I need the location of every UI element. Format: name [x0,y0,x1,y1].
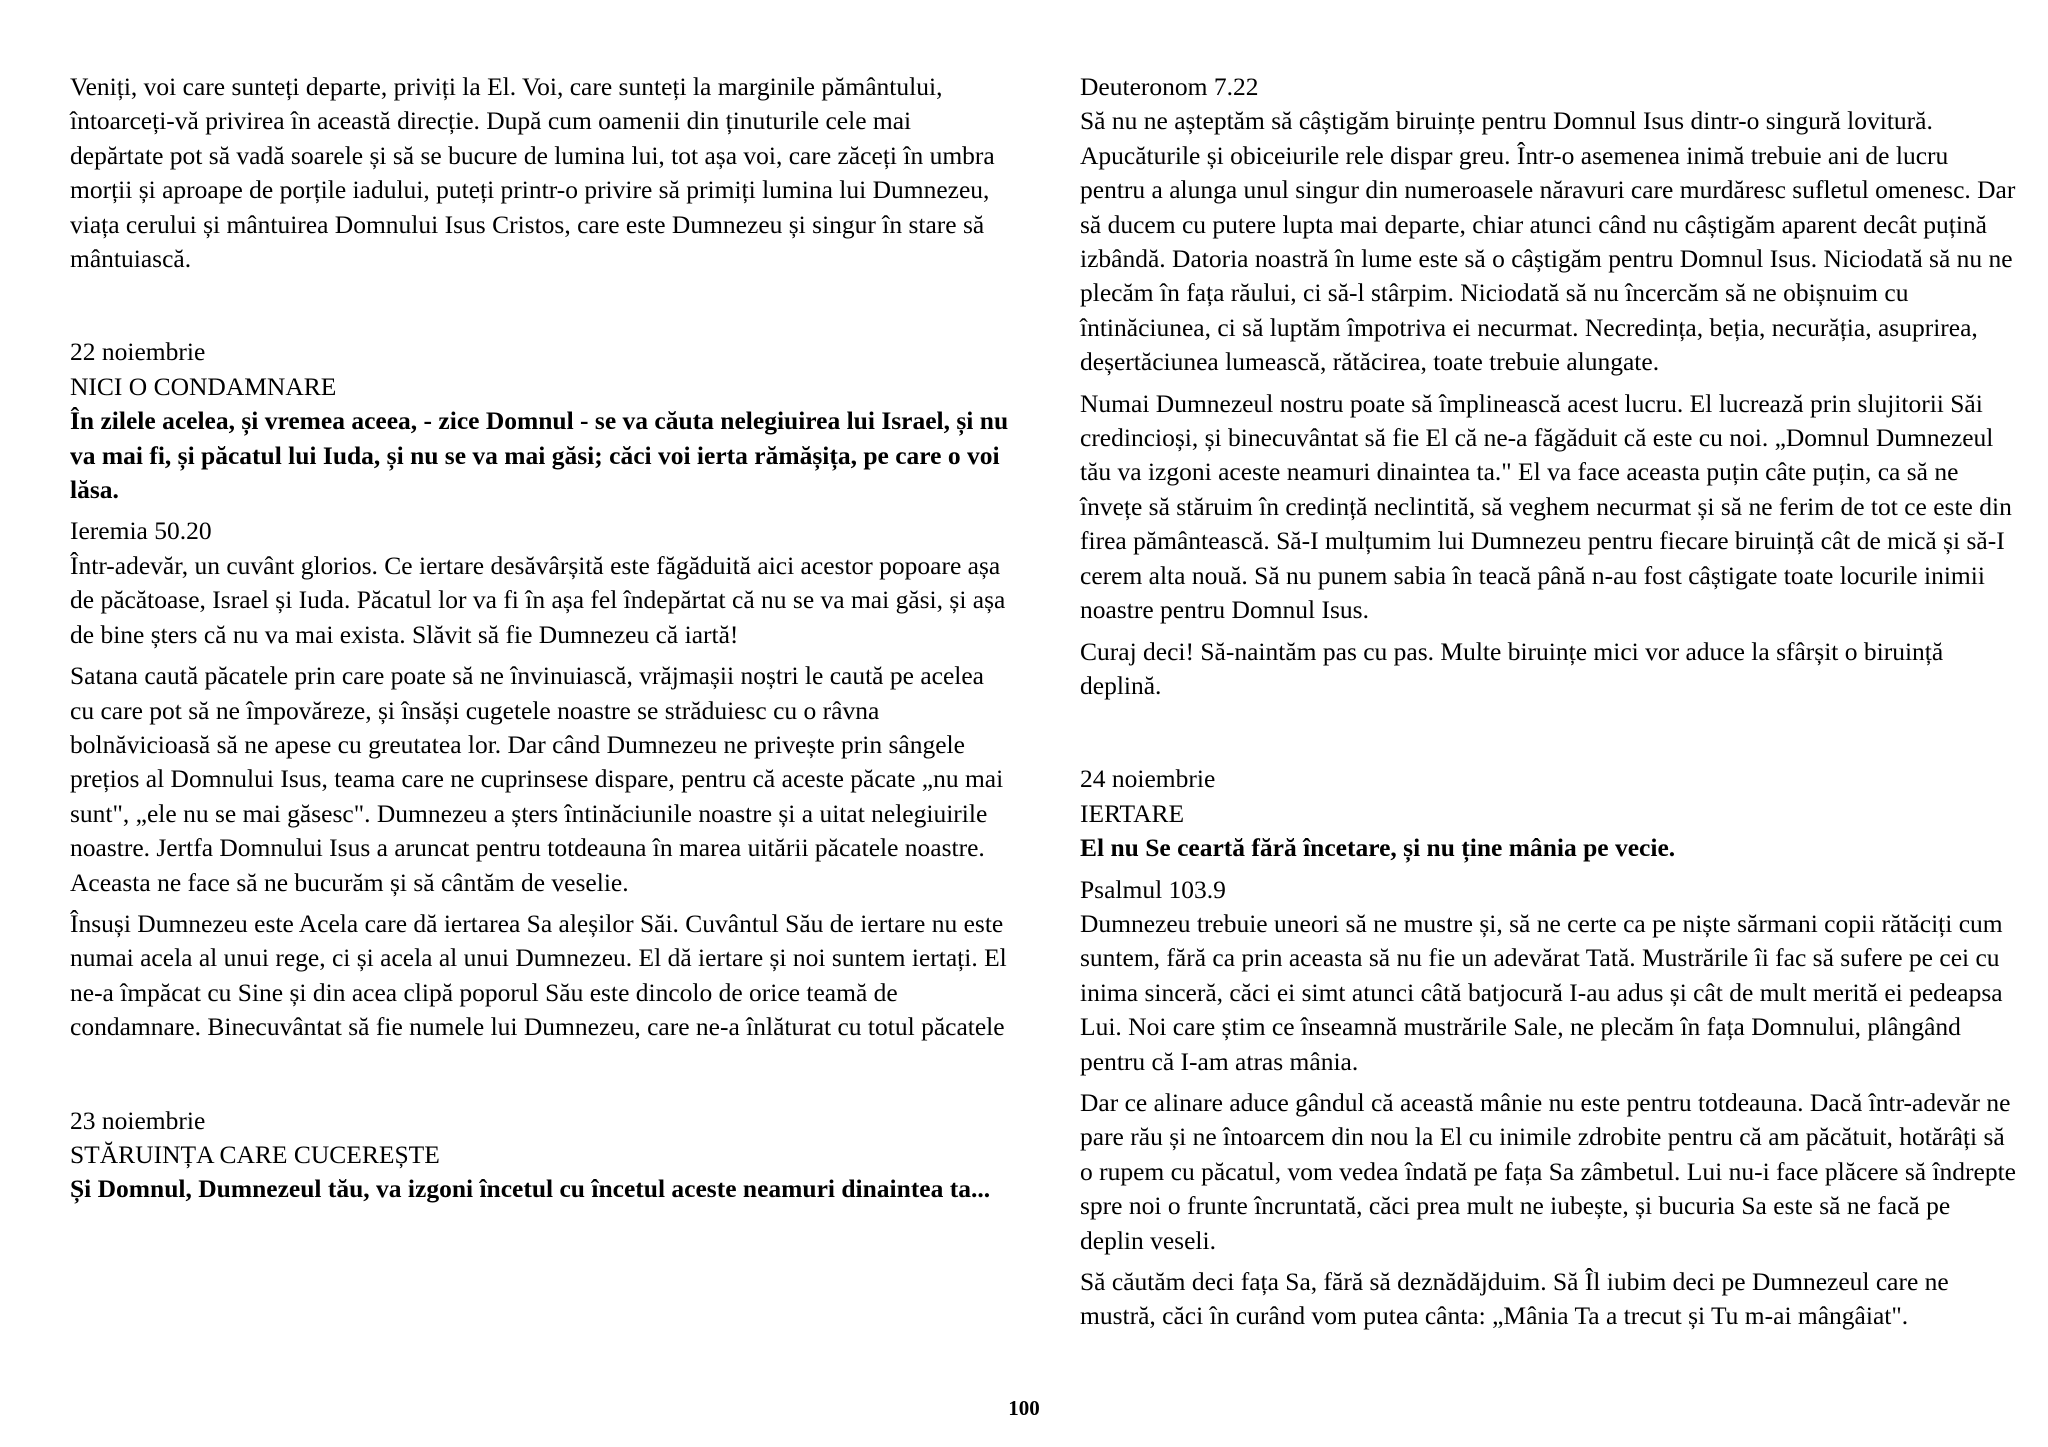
body-paragraph: Curaj deci! Să-naintăm pas cu pas. Multe biruințe mici vor aduce la sfârșit o biruință deplină. [1080,636,1944,700]
entry-date: 24 noiembrie [1080,764,1216,794]
body-paragraph: Să nu ne așteptăm să câștigăm biruințe pentru Domnul Isus dintr-o singură lovitură. Apucăturile și obiceiurile rele dispar greu. Într-o asemenea inimă trebuie ani de lucru pentru a alunga unul singur din numeroasele năravuri care murdăresc sufletul omenesc. Dar să ducem cu putere lupta mai departe, chiar atunci când nu câștigăm aparent decât puțină izbândă. Datoria noastră în lume este să o câștigăm pentru Domnul Isus. Niciodată să nu ne plecăm în fața răului, ci să-l stârpim. Niciodată să nu încercăm să ne obișnuim cu întinăciunea, ci să luptăm împotriva ei necurmat. Necredința, beția, necurăția, asuprirea, deșertăciunea lumească, rătăcirea, toate trebuie alungate. [1080,106,2016,377]
section-gap [70,283,1010,335]
entry-title: NICI O CONDAMNARE [70,371,337,401]
body-paragraph: Numai Dumnezeul nostru poate să împlinească acest lucru. El lucrează prin slujitorii Săi credincioși, și binecuvântat să fie El că ne-a făgăduit că este cu noi. „Domnul Dumnezeul tău va izgoni aceste neamuri dinaintea ta." El va face aceasta puțin câte puțin, ca să ne învețe să stăruim în credință neclintită, să veghem necurmat și să ne ferim de tot ce este din firea pământească. Să-I mulțumim lui Dumnezeu pentru fiecare biruință cât de mică și să-I cerem alta nouă. Să nu punem sabia în teacă până n-au fost câștigate toate locurile inimii noastre pentru Domnul Isus. [1080,388,2012,625]
section-gap [70,1052,1010,1104]
section-gap [1080,710,2018,762]
page-number: 100 [1008,1396,1040,1420]
entry-title: IERTARE [1080,798,1185,828]
body-paragraph: Dumnezeu trebuie uneori să ne mustre și, să ne certe ca pe niște sărmani copii rătăciți cum suntem, fără ca prin aceasta să nu fie un adevărat Tată. Mustrările îi fac să sufere pe cei cu inima sinceră, căci ei simt atunci câtă batjocură I-au adus și cât de mult merită ei pedeapsa Lui. Noi care știm ce înseamnă mustrările Sale, ne plecăm în fața Domnului, plângând pentru că I-am atras mânia. [1080,908,2003,1076]
body-paragraph: Să căutăm deci fața Sa, fără să deznădăjduim. Să Îl iubim deci pe Dumnezeul care ne mustră, căci în curând vom putea cânta: „Mânia Ta a trecut și Tu m-ai mângâiat". [1080,1267,1949,1331]
entry-verse: Și Domnul, Dumnezeul tău, va izgoni încetul cu încetul aceste neamuri dinaintea ta... [70,1174,991,1204]
entry-reference: Ieremia 50.20 [70,516,212,546]
left-column [70,70,1010,1214]
entry-verse: În zilele acelea, și vremea aceea, - zice Domnul - se va căuta nelegiuirea lui Israel, și nu va mai fi, și păcatul lui Iuda, și nu se va mai găsi; căci voi ierta rămășița, pe care o voi lăsa. [70,406,1009,505]
entry-date: 23 noiembrie [70,1105,206,1135]
entry-verse: El nu Se ceartă fără încetare, și nu ține mânia pe vecie. [1080,833,1676,863]
intro-paragraph: Veniți, voi care sunteți departe, priviți la El. Voi, care sunteți la marginile pământului, întoarceți-vă privirea în această direcție. După cum oamenii din ținuturile cele mai depărtate pot să vadă soarele și să se bucure de lumina lui, tot așa voi, care zăceți în umbra morții și aproape de porțile iadului, puteți printr-o privire să primiți lumina lui Dumnezeu, viața cerului și mântuirea Domnului Isus Cristos, care este Dumnezeu și singur în stare să mântuiască. [70,72,995,274]
body-paragraph: Însuși Dumnezeu este Acela care dă iertarea Sa aleșilor Săi. Cuvântul Său de iertare nu este numai acela al unui rege, ci și acela al unui Dumnezeu. El dă iertare și noi suntem iertați. El ne-a împăcat cu Sine și din acea clipă poporul Său este dincolo de orice teamă de condamnare. Binecuvântat să fie numele lui Dumnezeu, care ne-a înlăturat cu totul păcatele [70,908,1007,1042]
body-paragraph: Dar ce alinare aduce gândul că această mânie nu este pentru totdeauna. Dacă într-adevăr ne pare rău și ne întoarcem din nou la El cu inimile zdrobite pentru că am păcătuit, hotărâți să o rupem cu păcatul, vom vedea îndată pe fața Sa zâmbetul. Lui nu-i face plăcere să îndrepte spre noi o frunte încruntată, căci prea mult ne iubește, și bucuria Sa este să ne facă pe deplin veseli. [1080,1087,2016,1255]
entry-reference: Psalmul 103.9 [1080,874,1226,904]
entry-date: 22 noiembrie [70,337,206,367]
entry-reference: Deuteronom 7.22 [1080,72,1259,101]
body-paragraph: Într-adevăr, un cuvânt glorios. Ce iertare desăvârșită este făgăduită aici acestor popoare așa de păcătoase, Israel și Iuda. Păcatul lor va fi în așa fel îndepărtat că nu se va mai găsi, și așa de bine șters că nu va mai exista. Slăvit să fie Dumnezeu că iartă! [70,550,1006,649]
entry-title: STĂRUINȚA CARE CUCEREȘTE [70,1139,440,1169]
right-column [1080,70,2018,1341]
body-paragraph: Satana caută păcatele prin care poate să ne învinuiască, vrăjmașii noștri le caută pe acelea cu care pot să ne împovăreze, și însăși cugetele noastre se străduiesc cu o râvna bolnăvicioasă să ne apese cu greutatea lor. Dar când Dumnezeu ne privește prin sângele prețios al Domnului Isus, teama care ne cuprinsese dispare, pentru că aceste păcate „nu mai sunt", „ele nu se mai găsesc". Dumnezeu a șters întinăciunile noastre și a uitat nelegiuirile noastre. Jertfa Domnului Isus a aruncat pentru totdeauna în marea uitării păcatele noastre. Aceasta ne face să ne bucurăm și să cântăm de veselie. [70,661,1004,897]
